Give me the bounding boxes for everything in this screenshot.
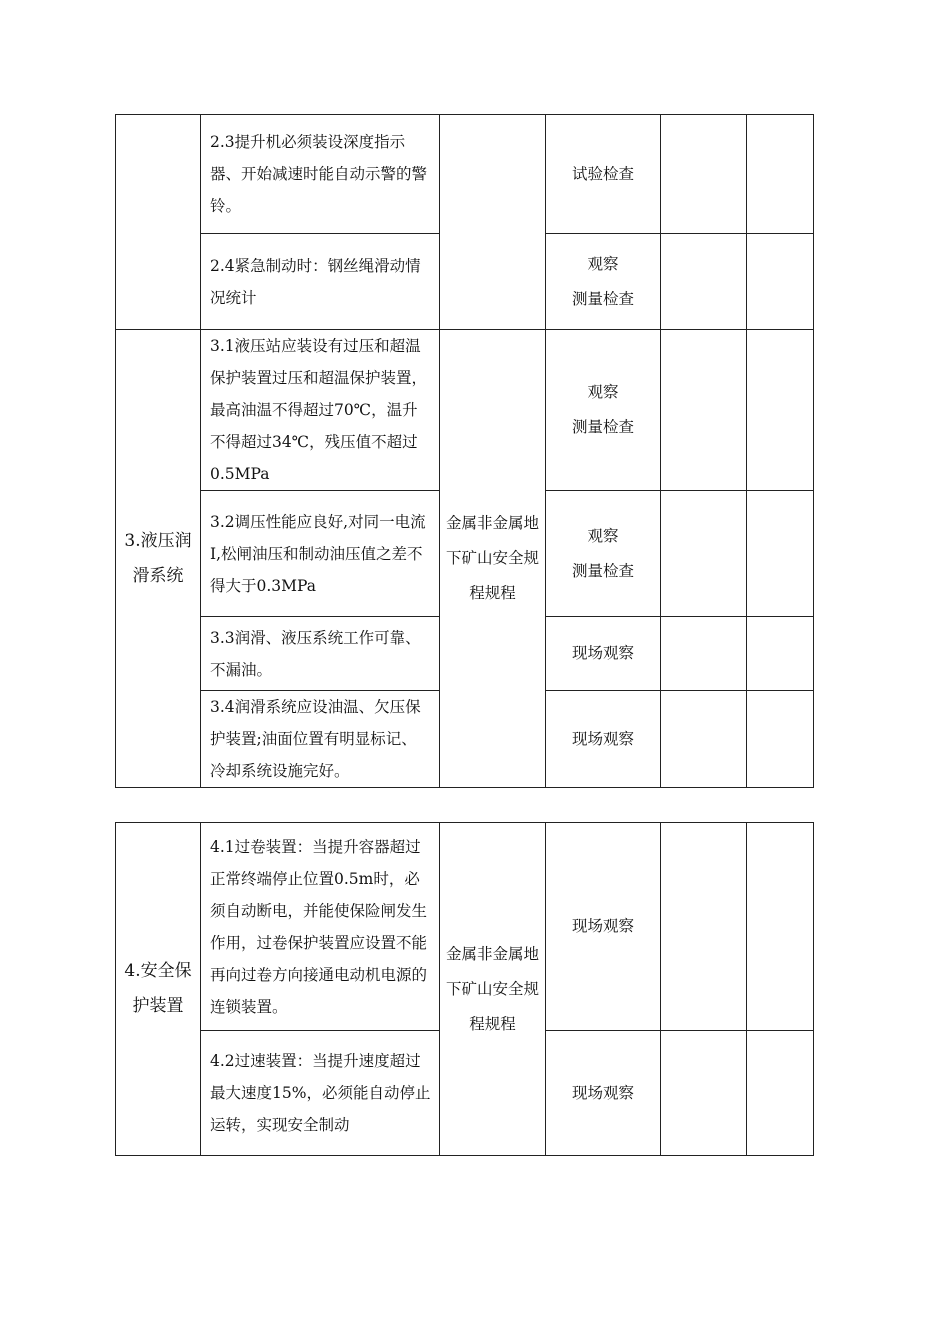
item-description: 3.4润滑系统应设油温、欠压保护装置;油面位置有明显标记、冷却系统设施完好。 bbox=[201, 691, 440, 788]
remark-cell bbox=[747, 330, 814, 491]
remark-cell bbox=[747, 691, 814, 788]
item-description: 4.1过卷装置：当提升容器超过正常终端停止位置0.5m时，必须自动断电，并能使保险闸发生作用，过卷保护装置应设置不能再向过卷方向接通电动机电源的连锁装置。 bbox=[201, 823, 440, 1031]
remark-cell bbox=[747, 491, 814, 617]
inspection-method: 现场观察 bbox=[546, 691, 661, 788]
remark-cell bbox=[747, 115, 814, 234]
standard-cell-blank bbox=[440, 115, 546, 330]
inspection-method: 现场观察 bbox=[546, 617, 661, 691]
item-description: 2.3提升机必须装设深度指示器、开始减速时能自动示警的警铃。 bbox=[201, 115, 440, 234]
inspection-method: 现场观察 bbox=[546, 823, 661, 1031]
inspection-method: 观察 测量检查 bbox=[546, 234, 661, 330]
result-cell bbox=[661, 491, 747, 617]
item-description: 2.4紧急制动时：钢丝绳滑动情况统计 bbox=[201, 234, 440, 330]
category-cell-blank bbox=[116, 115, 201, 330]
item-description: 3.3润滑、液压系统工作可靠、不漏油。 bbox=[201, 617, 440, 691]
result-cell bbox=[661, 115, 747, 234]
result-cell bbox=[661, 234, 747, 330]
inspection-method: 现场观察 bbox=[546, 1031, 661, 1156]
inspection-method: 观察 测量检查 bbox=[546, 330, 661, 491]
inspection-method: 试验检查 bbox=[546, 115, 661, 234]
remark-cell bbox=[747, 234, 814, 330]
item-description: 3.1液压站应装设有过压和超温保护装置过压和超温保护装置，最高油温不得超过70℃，温升不得超过34℃，残压值不超过0.5MPa bbox=[201, 330, 440, 491]
category-label: 4.安全保护装置 bbox=[116, 823, 201, 1156]
remark-cell bbox=[747, 1031, 814, 1156]
table-row bbox=[116, 115, 814, 234]
result-cell bbox=[661, 1031, 747, 1156]
result-cell bbox=[661, 330, 747, 491]
category-label: 3.液压润滑系统 bbox=[116, 330, 201, 788]
table-row bbox=[116, 823, 814, 1031]
remark-cell bbox=[747, 823, 814, 1031]
inspection-table-2 bbox=[115, 822, 814, 1156]
result-cell bbox=[661, 823, 747, 1031]
item-description: 3.2调压性能应良好,对同一电流I,松闸油压和制动油压值之差不得大于0.3MPa bbox=[201, 491, 440, 617]
inspection-table-1 bbox=[115, 114, 814, 788]
standard-reference: 金属非金属地下矿山安全规程规程 bbox=[440, 823, 546, 1156]
result-cell bbox=[661, 617, 747, 691]
item-description: 4.2过速装置：当提升速度超过最大速度15%，必须能自动停止运转，实现安全制动 bbox=[201, 1031, 440, 1156]
inspection-method: 观察 测量检查 bbox=[546, 491, 661, 617]
table-row bbox=[116, 330, 814, 491]
remark-cell bbox=[747, 617, 814, 691]
result-cell bbox=[661, 691, 747, 788]
standard-reference: 金属非金属地下矿山安全规程规程 bbox=[440, 330, 546, 788]
